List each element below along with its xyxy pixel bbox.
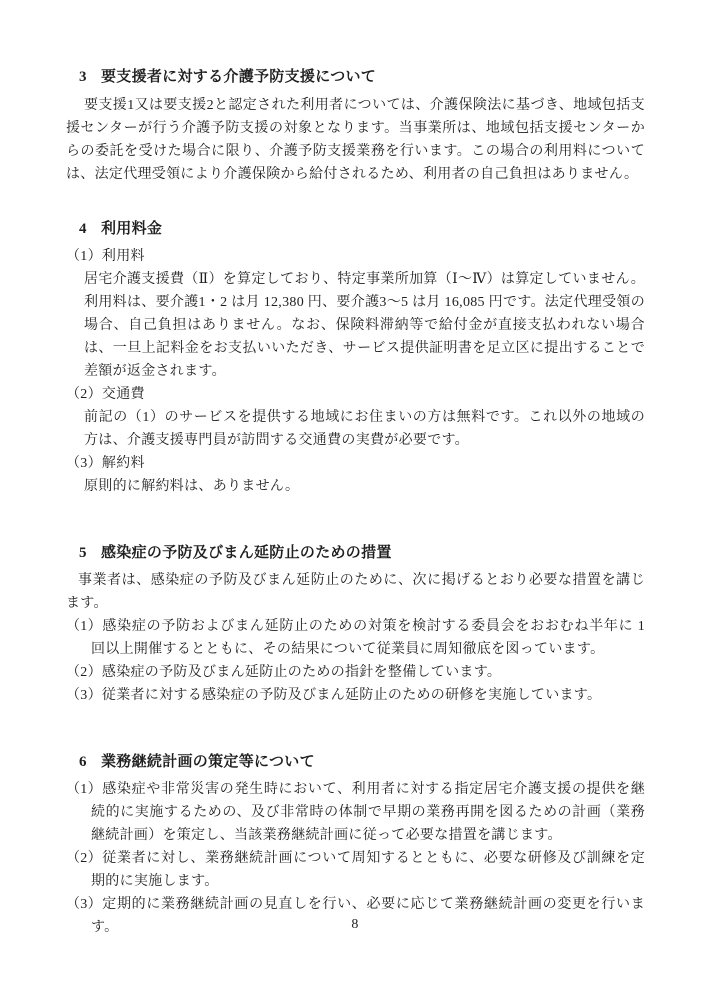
page-number: 8 [351,917,359,932]
item-title: 解約料 [101,456,145,471]
paragraph: 要支援1又は要支援2と認定された利用者については、介護保険法に基づき、地域包括支援センターが行う介護予防支援の対象となります。当事業所は、地域包括支援センターからの委託を受けた場合に限り、介護予防支援業務を行います。この場合の利用料については、法定代理受領により介護保険から給付されるため、利用者の自己負担はありません。 [66,98,645,182]
section-kansensho-sochi [66,542,645,707]
item-label: （2） [66,665,102,680]
item-label: （3） [66,688,102,703]
item-body: 居宅介護支援費（Ⅱ）を算定しており、特定事業所加算（Ⅰ～Ⅳ）は算定していません。利用料は、要介護1・2 は月 12,380 円、要介護3～5 は月 16,085 円です。法定代理受領の場合、自己負担はありません。なお、保険料滞納等で給付金が直接支払われない場合は、一旦上記料金をお支払いいただき、サービス提供証明書を足立区に提出することで差額が返金されます。 [84,272,645,379]
item-body: 感染症や非常災害の発生時において、利用者に対する指定居宅介護支援の提供を継続的に実施するための、及び非常時の体制で早期の業務再開を図るための計画（業務継続計画）を策定し、当該業務継続計画に従って必要な措置を講じます。 [91,782,645,843]
section-title: 利用料金 [101,221,163,237]
item-body: 感染症の予防及びまん延防止のための指針を整備しています。 [101,665,502,680]
section-heading [79,218,645,241]
section-gyomu-keizoku-keikaku [66,751,645,939]
list-item [66,847,645,893]
list-item [66,684,645,707]
list-item [66,245,645,383]
item-label: （3） [66,456,102,471]
section-riyo-ryokin [66,218,645,498]
item-head [66,452,645,475]
item-head [66,245,645,268]
list-item [66,661,645,684]
section-number: 4 [79,221,87,237]
section-intro: 事業者は、感染症の予防及びまん延防止のために、次に掲げるとおり必要な措置を講じます。 [66,573,645,611]
section-number: 5 [79,545,87,561]
item-label: （1） [66,619,102,634]
list-item [66,778,645,847]
section-number: 6 [79,754,87,770]
list-item [66,452,645,498]
item-title: 利用料 [101,249,145,264]
section-title: 業務継続計画の策定等について [101,754,315,770]
item-title: 交通費 [101,387,145,402]
section-kaigo-yobo-shien [66,66,645,186]
section-heading [79,66,645,89]
section-heading [79,542,645,565]
item-label: （1） [66,782,102,797]
item-body: 原則的に解約料は、ありません。 [84,479,300,494]
item-label: （2） [66,387,102,402]
item-label: （3） [66,897,102,912]
item-label: （2） [66,851,102,866]
item-body: 従業者に対する感染症の予防及びまん延防止のための研修を実施しています。 [101,688,602,703]
section-title: 感染症の予防及びまん延防止のための措置 [101,545,392,561]
item-body: 定期的に業務継続計画の見直しを行い、必要に応じて業務継続計画の変更を行います。 [91,897,645,935]
item-head [66,383,645,406]
item-body: 感染症の予防およびまん延防止のための対策を検討する委員会をおおむね半年に 1 回以上開催するとともに、その結果について従業員に周知徹底を図っています。 [91,619,645,657]
list-item [66,383,645,452]
item-label: （1） [66,249,102,264]
section-number: 3 [79,69,87,85]
item-body: 従業者に対し、業務継続計画について周知するとともに、必要な研修及び訓練を定期的に実施します。 [91,851,645,889]
list-item [66,615,645,661]
section-title: 要支援者に対する介護予防支援について [101,69,377,85]
section-heading [79,751,645,774]
item-body: 前記の（1）のサービスを提供する地域にお住まいの方は無料です。これ以外の地域の方は、介護支援専門員が訪問する交通費の実費が必要です。 [84,410,645,448]
